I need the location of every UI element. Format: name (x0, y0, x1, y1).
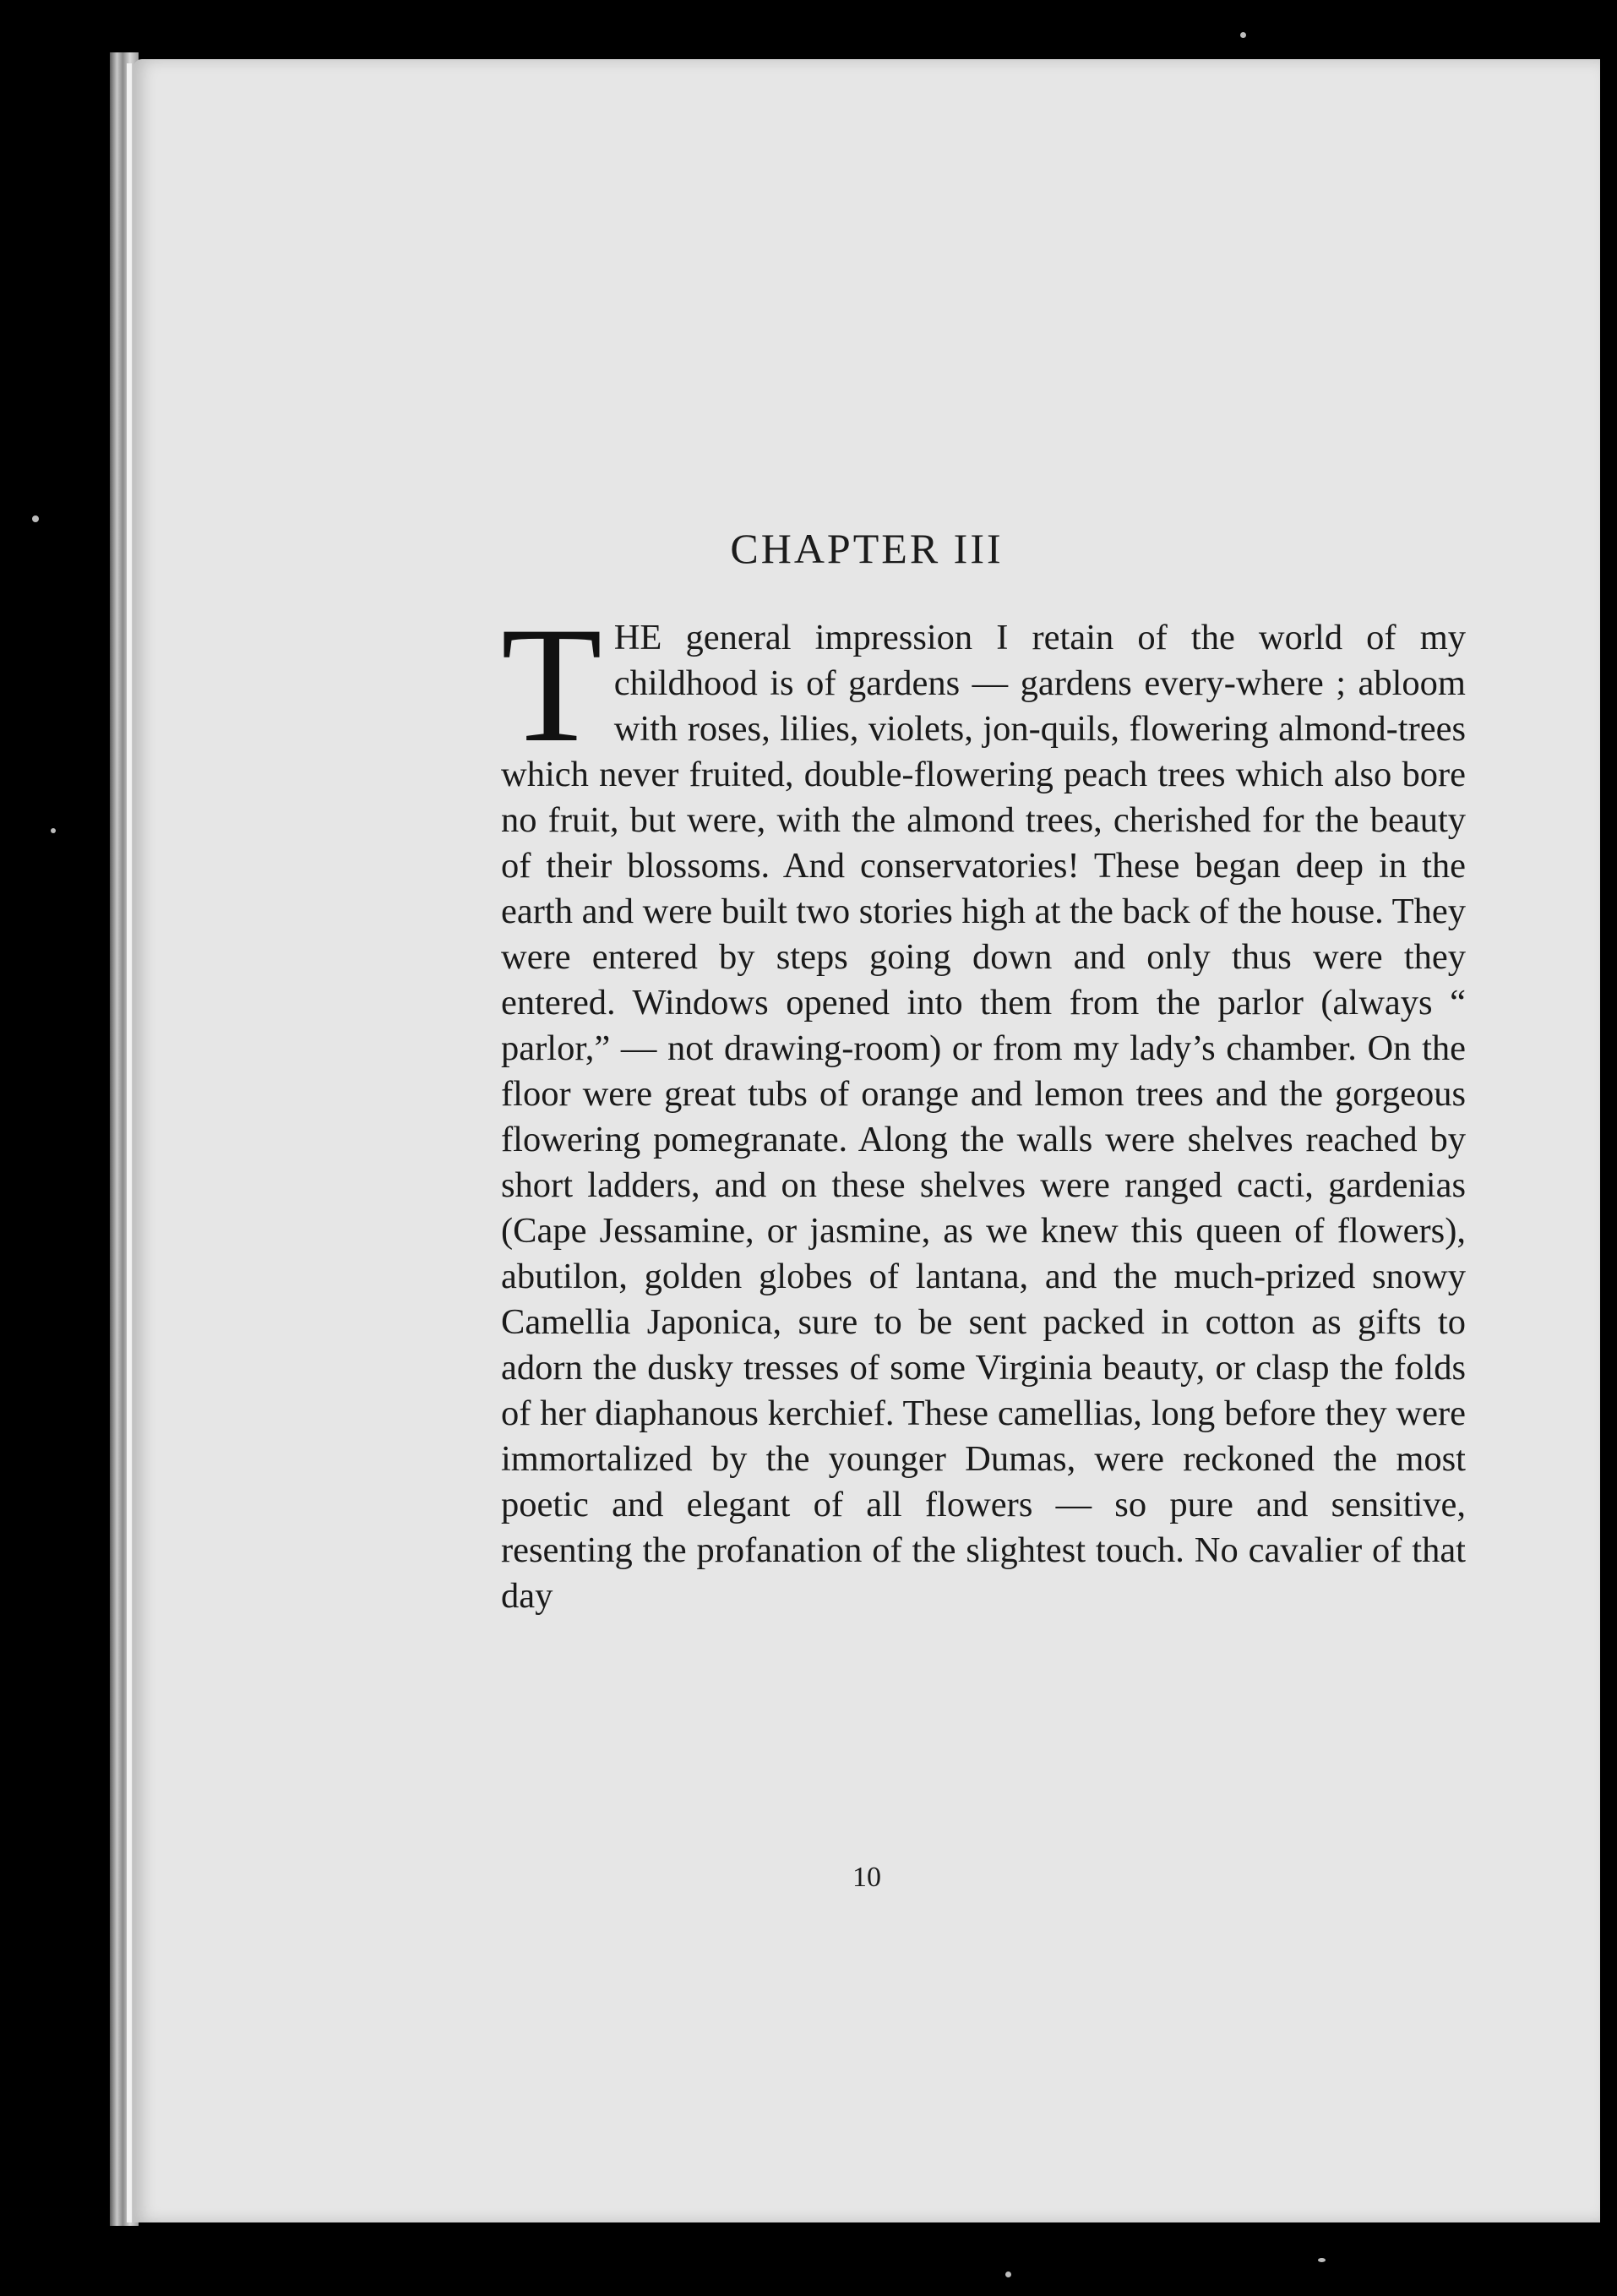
dust-speck (1240, 32, 1246, 38)
dust-speck (1318, 2258, 1326, 2262)
paragraph-text: HE general impression I retain of the world of my childhood is of gardens — gardens every-where ; abloom with roses, lilies, violets, jon-quils, flowering almond-trees which never fruited, double-flowering peach trees which also bore no fruit, but were, with the almond trees, cherished for the beauty of their blossoms. And conservatories! These began deep in the earth and were built two stories high at the back of the house. They were entered by steps going down and only thus were they entered. Windows opened into them from the parlor (always “ parlor,” — not drawing-room) or from my lady’s chamber. On the floor were great tubs of orange and lemon trees and the gorgeous flowering pomegranate. Along the walls were shelves reached by short ladders, and on these shelves were ranged cacti, gardenias (Cape Jessamine, or jasmine, as we knew this queen of flowers), abutilon, golden globes of lantana, and the much-prized snowy Camellia Japonica, sure to be sent packed in cotton as gifts to adorn the dusky tresses of some Virginia beauty, or clasp the folds of her diaphanous kerchief. These camellias, long before they were immortalized by the younger Dumas, were reckoned the most poetic and elegant of all flowers — so pure and sensitive, resenting the profanation of the slightest touch. No cavalier of that day (501, 618, 1466, 1616)
chapter-title: CHAPTER III (730, 525, 1004, 572)
body-paragraph (501, 593, 1466, 1619)
page-number: 10 (852, 1862, 881, 1893)
dust-speck (51, 828, 56, 833)
drop-cap: T (501, 593, 602, 777)
dust-speck (1005, 2271, 1011, 2277)
dust-speck (32, 515, 39, 522)
page-edge (127, 63, 132, 2222)
